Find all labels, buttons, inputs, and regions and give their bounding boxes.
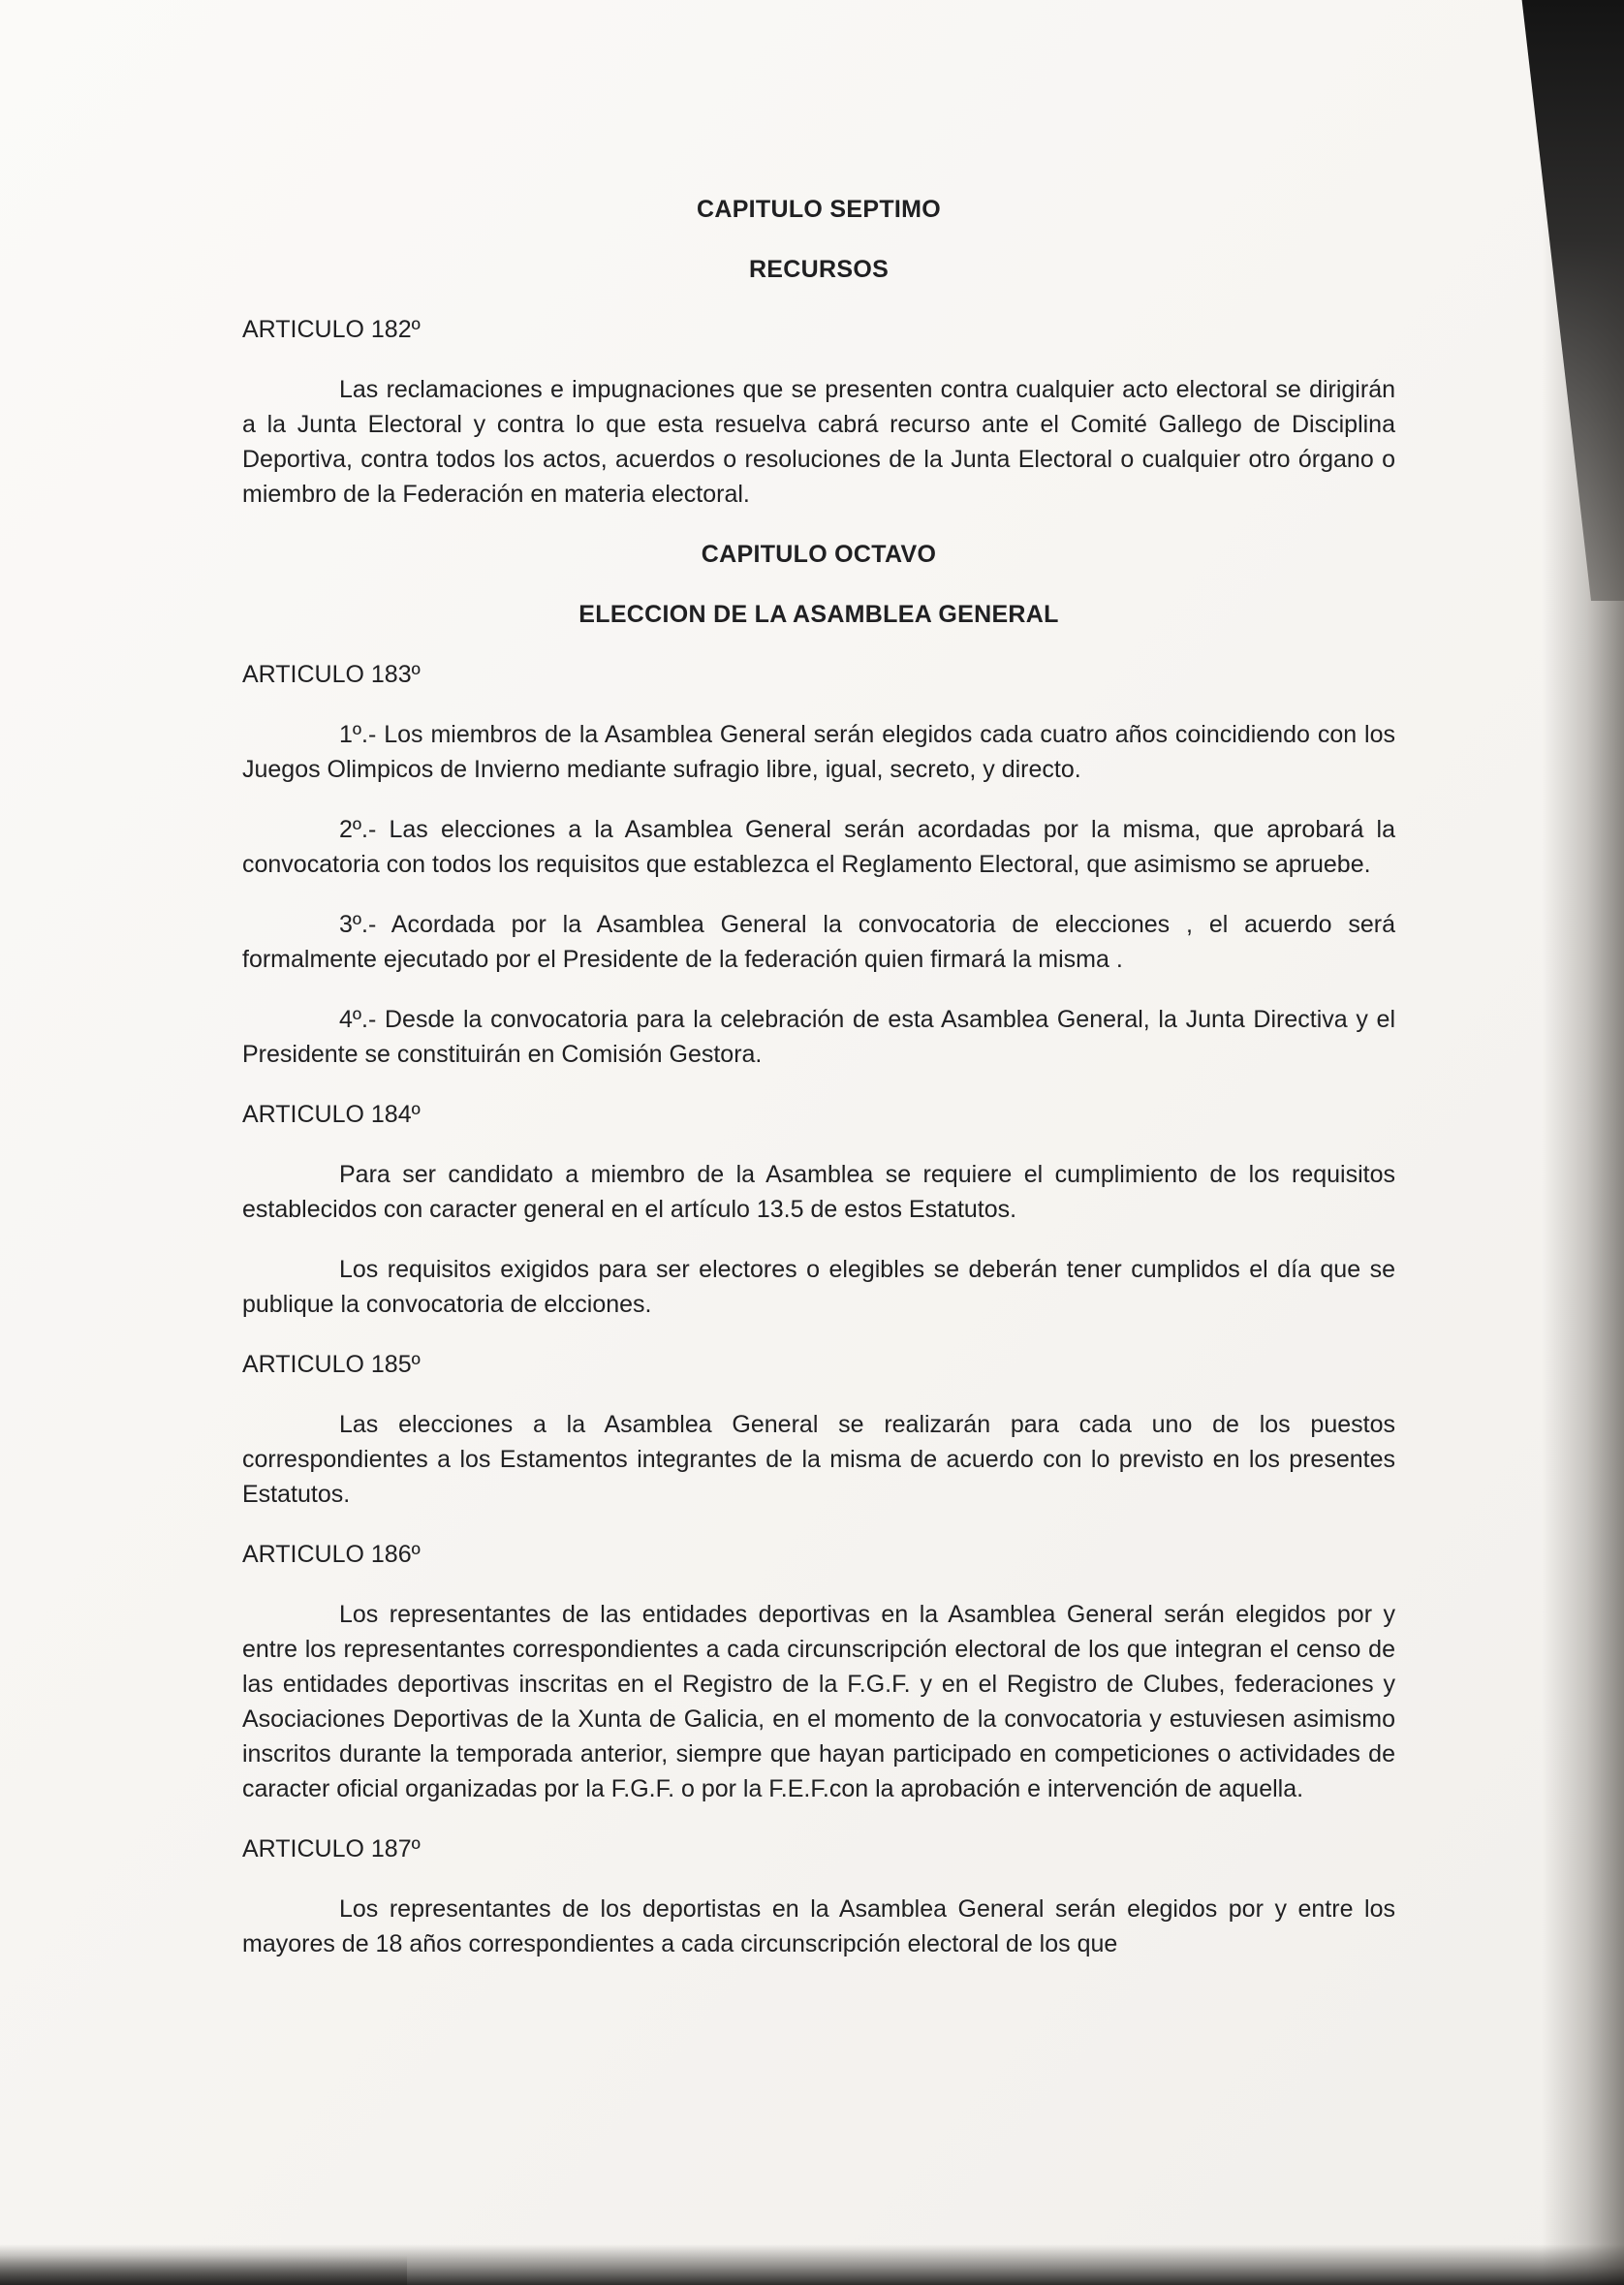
article-183-paragraph-1: 1º.- Los miembros de la Asamblea General serán elegidos cada cuatro años coincidiendo con los Juegos Olimpicos de Invierno mediante sufragio libre, igual, secreto, y directo. bbox=[242, 721, 1395, 783]
chapter-seven-title: CAPITULO SEPTIMO bbox=[696, 196, 942, 223]
article-186-paragraph-1: Los representantes de las entidades deportivas en la Asamblea General serán elegidos por y entre los representantes correspondientes a cada circunscripción electoral de los que integran el censo de las entidades deportivas inscritas en el Registro de la F.G.F. y en el Registro de Clubes, federaciones y Asociaciones Deportivas de la Xunta de Galicia, en el momento de la convocatoria y estuviesen asimismo inscritos durante la temporada anterior, siempre que hayan participado en competiciones o actividades de caracter oficial organizadas por la F.G.F. o por la F.E.F.con la aprobación e intervención de aquella. bbox=[242, 1601, 1395, 1802]
scan-shadow-right-edge bbox=[1542, 0, 1624, 2285]
article-184-paragraph-1: Para ser candidato a miembro de la Asamblea se requiere el cumplimiento de los requisitos establecidos con caracter general en el artículo 13.5 de estos Estatutos. bbox=[242, 1161, 1395, 1223]
article-182-paragraph-1: Las reclamaciones e impugnaciones que se presenten contra cualquier acto electoral se dirigirán a la Junta Electoral y contra lo que esta resuelva cabrá recurso ante el Comité Gallego de Disciplina Deportiva, contra todos los actos, acuerdos o resoluciones de la Junta Electoral o cualquier otro órgano o miembro de la Federación en materia electoral. bbox=[242, 376, 1395, 508]
article-182-heading: ARTICULO 182º bbox=[242, 316, 421, 343]
article-187-heading: ARTICULO 187º bbox=[242, 1835, 421, 1862]
article-185-paragraph-1: Las elecciones a la Asamblea General se realizarán para cada uno de los puestos correspondientes a los Estamentos integrantes de la misma de acuerdo con lo previsto en los presentes Estatutos. bbox=[242, 1411, 1395, 1508]
article-187-paragraph-1: Los representantes de los deportistas en la Asamblea General serán elegidos por y entre los mayores de 18 años correspondientes a cada circunscripción electoral de los que bbox=[242, 1895, 1395, 1957]
chapter-eight-title: CAPITULO OCTAVO bbox=[701, 541, 937, 568]
scan-shadow-top-right-corner bbox=[1459, 0, 1624, 601]
chapter-seven-subtitle: RECURSOS bbox=[748, 256, 890, 283]
article-184-heading: ARTICULO 184º bbox=[242, 1101, 421, 1128]
article-186-heading: ARTICULO 186º bbox=[242, 1541, 421, 1568]
article-184-paragraph-2: Los requisitos exigidos para ser electores o elegibles se deberán tener cumplidos el día que se publique la convocatoria de elcciones. bbox=[242, 1256, 1395, 1318]
scan-shadow-bottom-left bbox=[0, 2256, 407, 2285]
article-185-heading: ARTICULO 185º bbox=[242, 1351, 421, 1378]
article-183-paragraph-3: 3º.- Acordada por la Asamblea General la convocatoria de elecciones , el acuerdo será formalmente ejecutado por el Presidente de la federación quien firmará la misma . bbox=[242, 911, 1395, 973]
scan-shadow-bottom-edge bbox=[0, 2244, 1624, 2285]
article-183-heading: ARTICULO 183º bbox=[242, 661, 421, 688]
article-183-paragraph-2: 2º.- Las elecciones a la Asamblea General serán acordadas por la misma, que aprobará la convocatoria con todos los requisitos que establezca el Reglamento Electoral, que asimismo se apruebe. bbox=[242, 816, 1395, 878]
chapter-eight-subtitle: ELECCION DE LA ASAMBLEA GENERAL bbox=[578, 601, 1059, 628]
document-content bbox=[242, 192, 1395, 1987]
article-183-paragraph-4: 4º.- Desde la convocatoria para la celebración de esta Asamblea General, la Junta Directiva y el Presidente se constituirán en Comisión Gestora. bbox=[242, 1006, 1395, 1068]
